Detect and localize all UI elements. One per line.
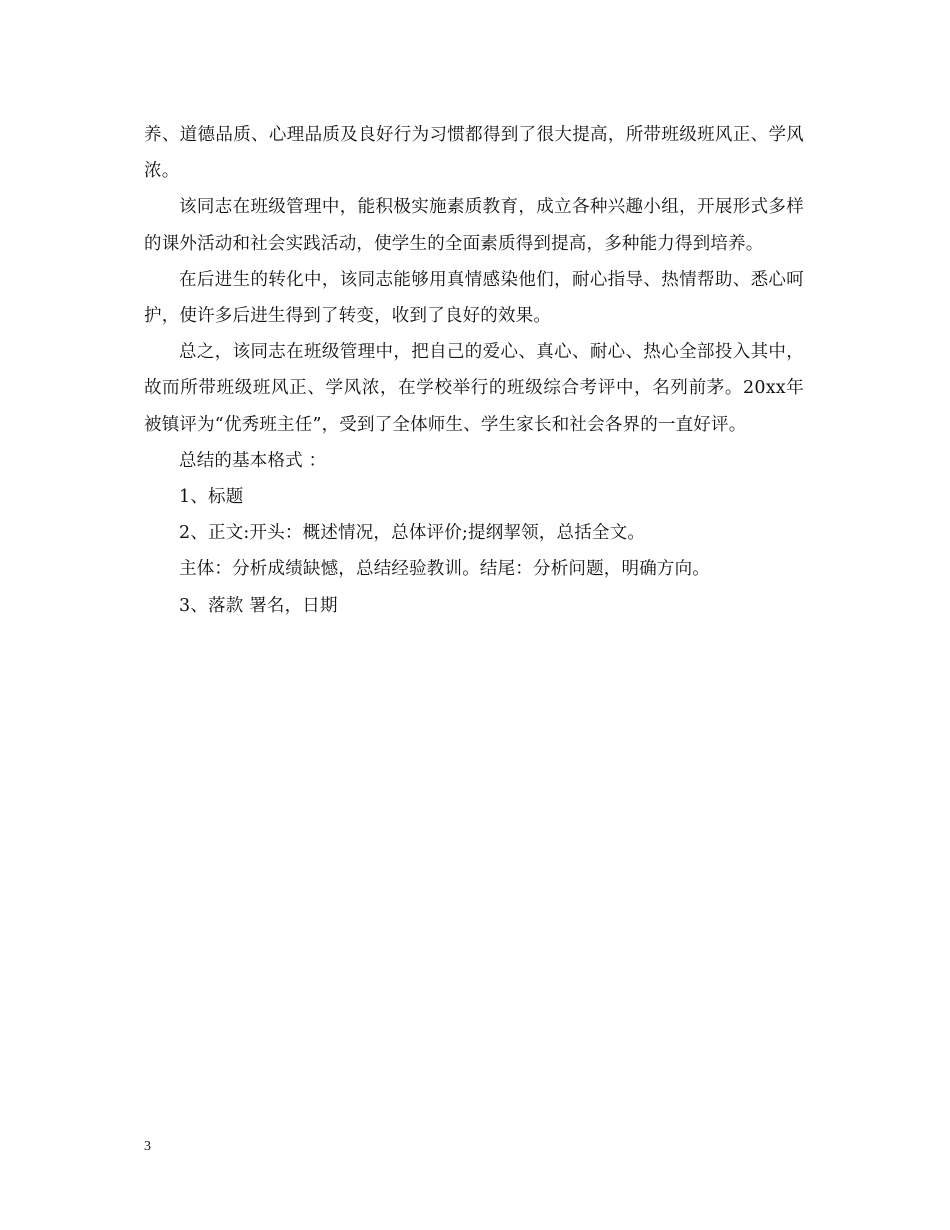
list-item: 主体：分析成绩缺憾，总结经验教训。结尾：分析问题，明确方向。 [179,559,710,580]
page-number: 3 [144,1139,151,1154]
document-body [144,117,804,624]
list-item: 3、落款 署名，日期 [179,595,338,616]
paragraph: 养、道德品质、心理品质及良好行为习惯都得到了很大提高，所带班级班风正、学风浓。 [144,125,804,182]
list-item: 1、标题 [179,487,244,508]
paragraph: 总之，该同志在班级管理中，把自己的爱心、真心、耐心、热心全部投入其中，故而所带班级班风正、学风浓，在学校举行的班级综合考评中，名列前茅。20xx年被镇评为“优秀班主任”，受到了全体师生、学生家长和社会各界的一直好评。 [144,342,804,435]
section-heading: 总结的基本格式 ： [179,450,327,471]
paragraph: 在后进生的转化中，该同志能够用真情感染他们，耐心指导、热情帮助、悉心呵护，使许多后进生得到了转变，收到了良好的效果。 [144,269,804,327]
paragraph: 该同志在班级管理中，能积极实施素质教育，成立各种兴趣小组，开展形式多样的课外活动和社会实践活动，使学生的全面素质得到提高，多种能力得到培养。 [144,197,804,254]
list-item: 2、正文:开头：概述情况，总体评价;提纲挈领，总括全文。 [179,523,646,544]
